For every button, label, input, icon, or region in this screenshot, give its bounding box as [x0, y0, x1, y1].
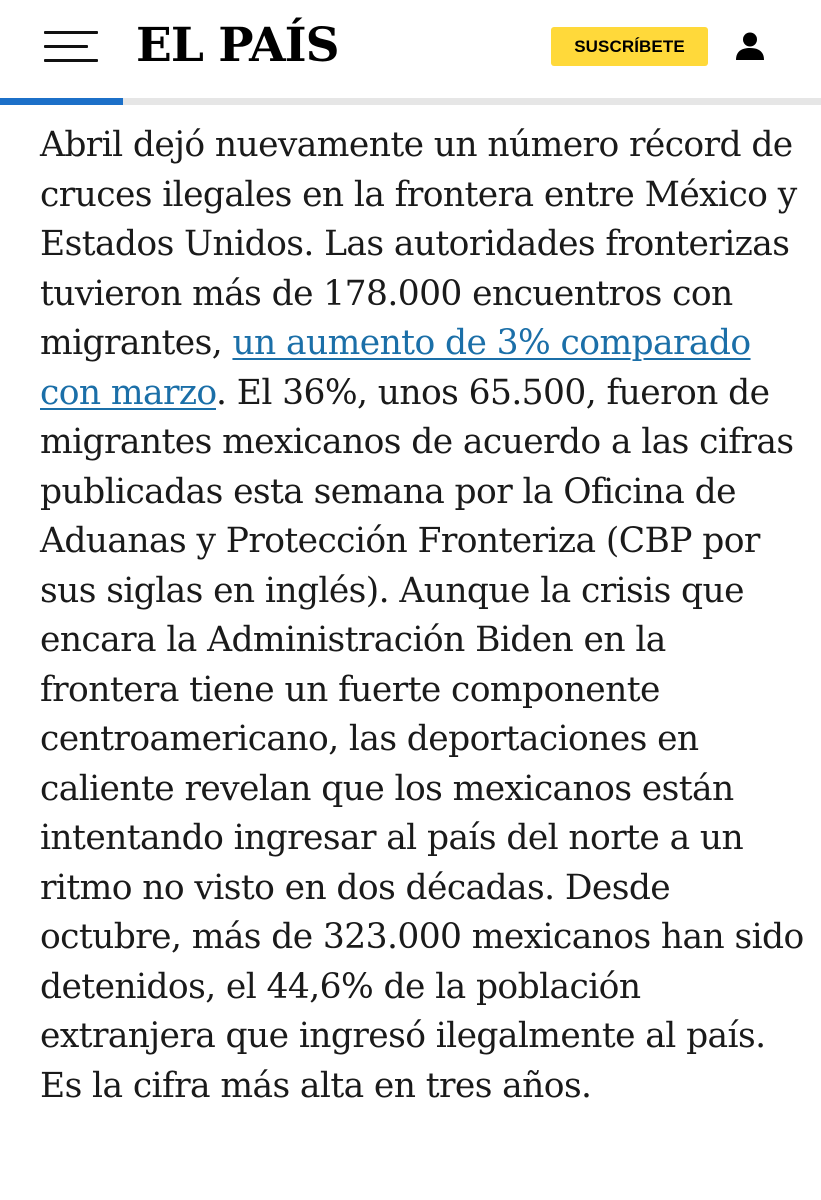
article-paragraph: [40, 121, 810, 1111]
site-logo[interactable]: EL PAÍS: [136, 18, 339, 73]
menu-bar-middle: [44, 45, 88, 48]
reading-progress-fill: [0, 98, 123, 105]
user-silhouette-icon: [734, 30, 766, 62]
subscribe-button[interactable]: SUSCRÍBETE: [551, 27, 708, 66]
hamburger-menu-icon[interactable]: [44, 29, 98, 63]
site-header: [0, 0, 821, 96]
article-inline-link[interactable]: un aumento de 3% comparado con marzo: [40, 323, 751, 413]
menu-bar-top: [44, 31, 98, 34]
article-text-after-link: . El 36%, unos 65.500, fueron de migrantes mexicanos de acuerdo a las cifras publicadas esta semana por la Oficina de Aduanas y Protección Fronteriza (CBP por sus siglas en inglés). Aunque la crisis que encara la Administración Biden en la frontera tiene un fuerte componente centroamericano, las deportaciones en caliente revelan que los mexicanos están intentando ingresar al país del norte a un ritmo no visto en dos décadas. Desde octubre, más de 323.000 mexicanos han sido detenidos, el 44,6% de la población extranjera que ingresó ilegalmente al país. Es la cifra más alta en tres años.: [40, 372, 804, 1106]
article-text-before-link: Abril dejó nuevamente un número récord de cruces ilegales en la frontera entre México y Estados Unidos. Las autoridades fronterizas tuvieron más de 178.000 encuentros con migrantes,: [40, 125, 797, 363]
menu-bar-bottom: [44, 59, 98, 62]
user-account-icon[interactable]: [734, 30, 766, 62]
reading-progress-bar: [0, 98, 821, 105]
